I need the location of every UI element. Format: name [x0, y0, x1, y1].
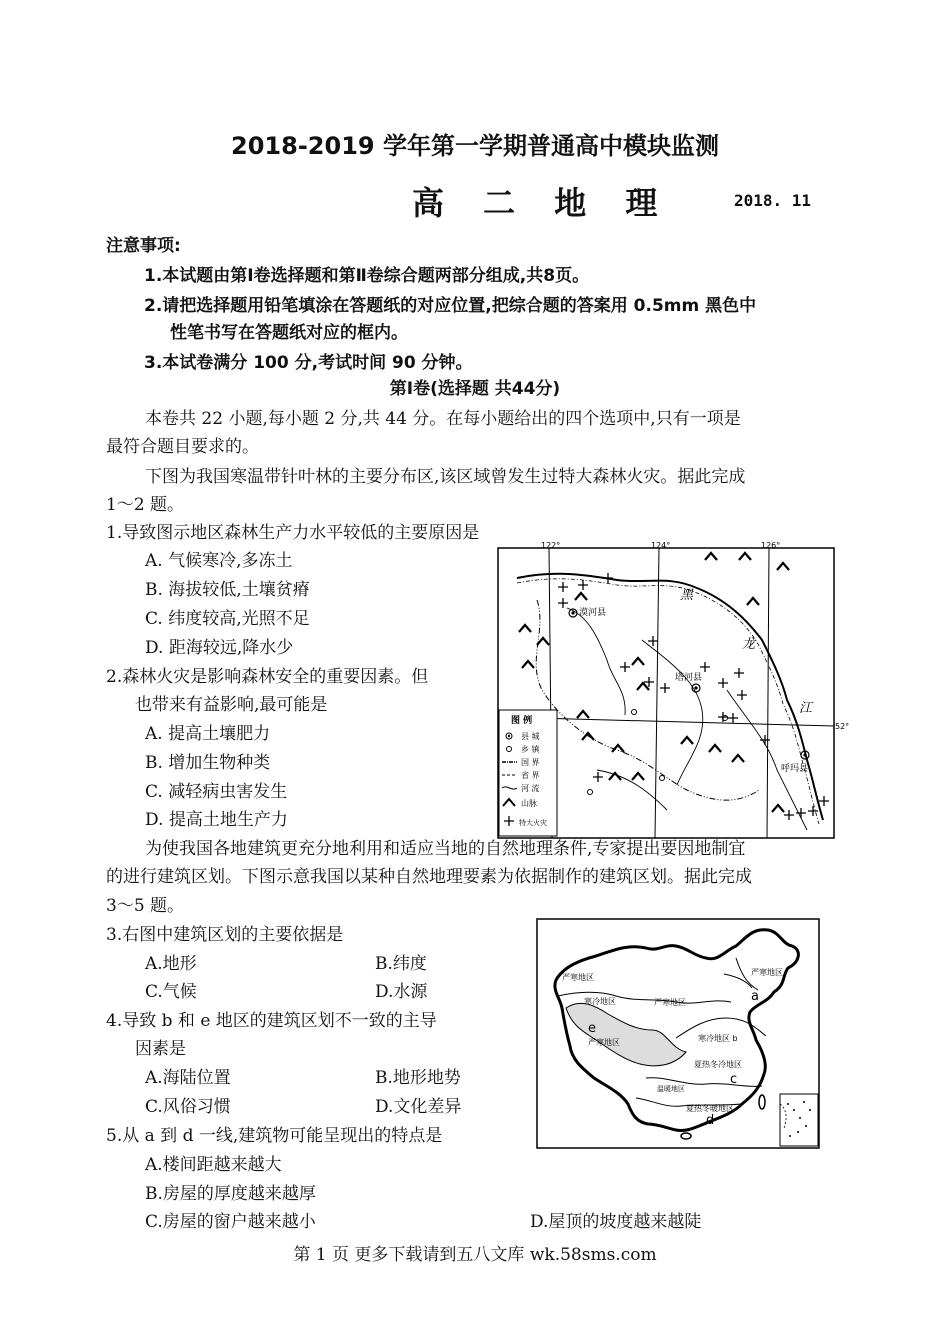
q3-option-d: D.水源: [375, 982, 428, 1002]
notice-item-2: 2.请把选择题用铅笔填涂在答题纸的对应位置,把综合题的答案用 0.5mm 黑色中: [144, 296, 757, 316]
q5-option-a: A.楼间距越来越大: [145, 1155, 282, 1175]
zone-label-5: 严寒地区: [588, 1038, 620, 1047]
lon-label-126: 126°: [761, 541, 781, 550]
legend-big-fire: 特大火灾: [519, 819, 547, 827]
tahe-county-label: 塔河县: [675, 673, 703, 683]
zone-letter-d: d: [706, 1113, 715, 1128]
q1-stem: 1.导致图示地区森林生产力水平较低的主要原因是: [106, 523, 480, 543]
exam-date: 2018. 11: [734, 191, 812, 210]
q4-option-a: A.海陆位置: [145, 1068, 231, 1088]
q4-option-d: D.文化差异: [375, 1097, 462, 1117]
q1-option-a: A. 气候寒冷,多冻土: [145, 551, 293, 571]
q2-option-d: D. 提高土地生产力: [145, 810, 288, 830]
q4-stem-1: 4.导致 b 和 e 地区的建筑区划不一致的主导: [106, 1011, 437, 1031]
q4-option-c: C.风俗习惯: [145, 1097, 231, 1117]
passage2-line-1: 为使我国各地建筑更充分地利用和适应当地的自然地理条件,专家提出要因地制宜: [145, 839, 746, 859]
passage2-line-3: 3～5 题。: [106, 896, 185, 916]
q1-option-b: B. 海拔较低,土壤贫瘠: [145, 580, 310, 600]
q2-stem-1: 2.森林火灾是影响森林安全的重要因素。但: [106, 667, 429, 687]
river-char-2: 龙: [742, 637, 756, 652]
q2-option-a: A. 提高土壤肥力: [145, 724, 271, 744]
subject-title: 高 二 地 理: [412, 184, 672, 222]
q5-option-c: C.房屋的窗户越来越小: [145, 1212, 316, 1232]
notice-item-3: 3.本试卷满分 100 分,考试时间 90 分钟。: [144, 353, 473, 373]
river-char-3: 江: [799, 701, 813, 716]
zone-letter-a: a: [751, 989, 759, 1004]
zone-letter-e: e: [588, 1021, 596, 1036]
notice-item-2-cont: 性笔书写在答题纸对应的框内。: [170, 323, 408, 343]
legend-mountain: 山脉: [521, 799, 537, 808]
zone-label-4: 严寒地区: [654, 998, 686, 1007]
notice-item-1: 1.本试题由第Ⅰ卷选择题和第Ⅱ卷综合题两部分组成,共8页。: [144, 266, 590, 286]
forest-region-map: [497, 540, 850, 840]
zone-label-1: 严寒地区: [562, 973, 594, 982]
zone-label-9: 夏热冬暖地区: [686, 1104, 734, 1113]
q3-stem: 3.右图中建筑区划的主要依据是: [106, 925, 344, 945]
q3-option-a: A.地形: [145, 954, 197, 974]
legend-title: 图 例: [511, 716, 533, 726]
q2-stem-2: 也带来有益影响,最可能是: [135, 695, 328, 715]
q5-option-b: B.房屋的厚度越来越厚: [145, 1184, 316, 1204]
passage1-line-2: 1～2 题。: [106, 495, 185, 515]
legend-river: 河 流: [521, 784, 540, 793]
zone-letter-c: c: [730, 1072, 738, 1087]
zone-label-6: 寒冷地区 b: [698, 1034, 738, 1043]
passage2-line-2: 的进行建筑区划。下图示意我国以某种自然地理要素为依据制作的建筑区划。据此完成: [106, 867, 752, 887]
zone-label-2: 严寒地区: [751, 968, 783, 977]
lon-label-122: 122°: [541, 541, 561, 550]
zone-label-7: 夏热冬冷地区: [694, 1060, 742, 1069]
zone-label-3: 寒冷地区: [584, 997, 616, 1006]
intro-line-1: 本卷共 22 小题,每小题 2 分,共 44 分。在每小题给出的四个选项中,只有一项是: [145, 409, 741, 429]
legend-province-border: 省 界: [521, 771, 540, 780]
lon-label-124: 124°: [651, 541, 671, 550]
q1-option-c: C. 纬度较高,光照不足: [145, 609, 310, 629]
river-char-1: 黑: [680, 588, 694, 603]
section-title: 第Ⅰ卷(选择题 共44分): [389, 379, 561, 399]
q2-option-b: B. 增加生物种类: [145, 753, 271, 773]
q2-option-c: C. 减轻病虫害发生: [145, 782, 288, 802]
huma-county-label: 呼玛县: [781, 764, 809, 774]
q5-stem: 5.从 a 到 d 一线,建筑物可能呈现出的特点是: [106, 1126, 443, 1146]
passage1-line-1: 下图为我国寒温带针叶林的主要分布区,该区域曾发生过特大森林火灾。据此完成: [145, 467, 746, 487]
notice-heading: 注意事项:: [106, 236, 181, 256]
mohe-county-label: 漠河县: [579, 608, 607, 618]
legend-town: 乡 镇: [521, 745, 540, 754]
legend-county: 县 城: [521, 732, 540, 741]
page-footer: 第 1 页 更多下载请到五八文库 wk.58sms.com: [293, 1245, 657, 1265]
q1-option-d: D. 距海较远,降水少: [145, 638, 294, 658]
building-zone-map: [536, 918, 820, 1150]
q3-option-c: C.气候: [145, 982, 197, 1002]
exam-title: 2018-2019 学年第一学期普通高中模块监测: [231, 132, 719, 160]
q4-stem-2: 因素是: [135, 1039, 186, 1059]
zone-label-8: 温暖地区: [657, 1085, 685, 1093]
legend-national-border: 国 界: [521, 758, 540, 767]
q4-option-b: B.地形地势: [375, 1068, 461, 1088]
intro-line-2: 最符合题目要求的。: [106, 437, 259, 457]
q3-option-b: B.纬度: [375, 954, 427, 974]
lat-label-52: 52°: [835, 722, 850, 731]
q5-option-d: D.屋顶的坡度越来越陡: [530, 1212, 702, 1232]
